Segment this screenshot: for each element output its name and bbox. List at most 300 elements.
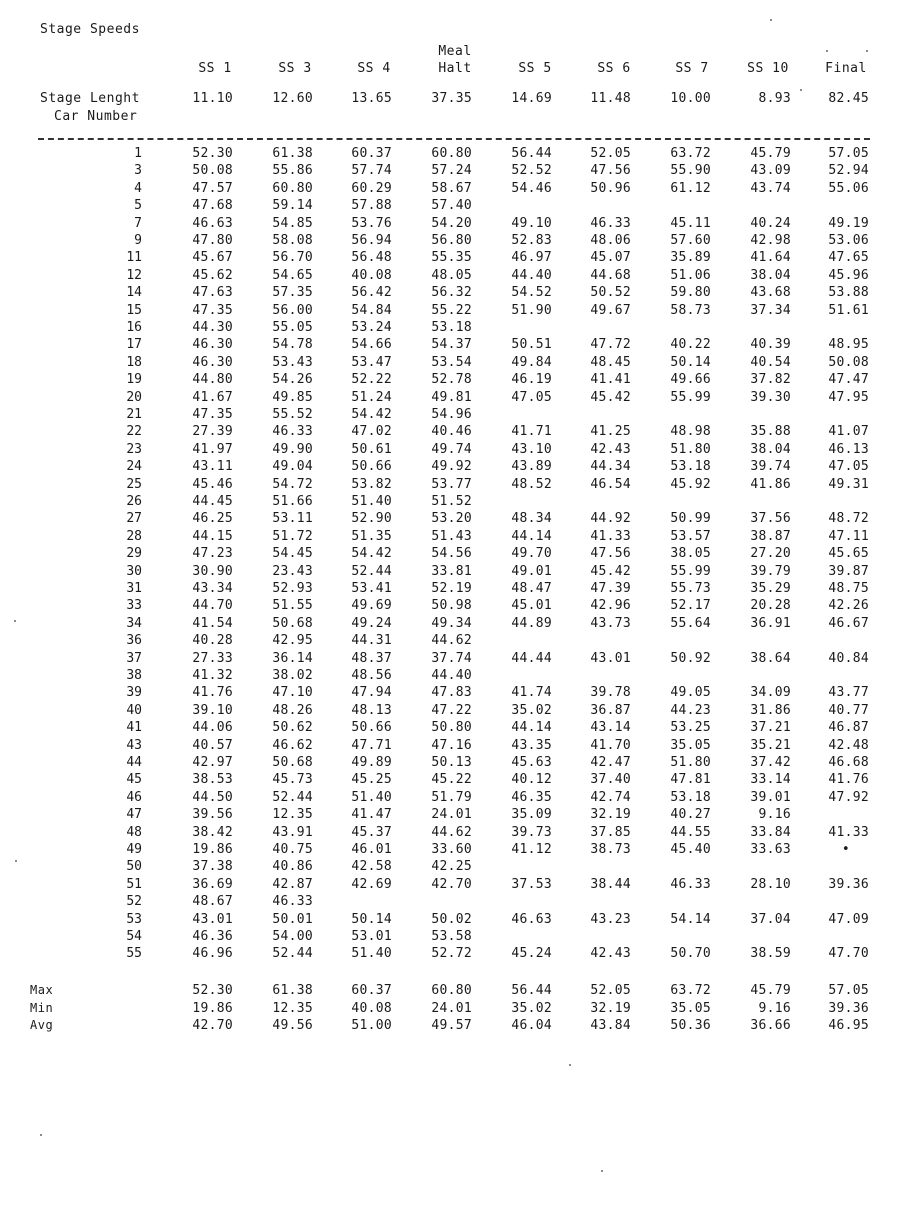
speed-cell: 36.69 [192,876,233,892]
speed-cell: 47.65 [828,250,869,266]
speed-cell: 50.68 [272,615,313,631]
speed-cell: 52.94 [828,163,869,179]
speed-cell: 40.86 [272,859,313,875]
speed-cell: 47.70 [828,946,869,962]
speed-cell: 47.10 [272,685,313,701]
speed-cell: 45.40 [670,842,711,857]
car-number: 33 [126,598,142,614]
car-number: 23 [126,441,142,457]
speed-cell: 40.27 [670,807,711,823]
stat-value: 45.79 [750,983,791,998]
speed-cell: 54.72 [272,476,313,492]
stat-value: 35.05 [670,1001,711,1016]
speed-cell: 38.73 [590,842,631,857]
speed-cell: 47.81 [670,772,711,788]
speed-cell: 53.58 [431,929,472,944]
speed-cell: 47.47 [828,372,869,388]
speed-cell: 31.86 [750,702,791,718]
speed-cell: 44.44 [511,650,552,666]
speed-cell: 48.52 [511,476,552,492]
car-number: 53 [126,911,142,927]
speed-cell: 41.64 [750,250,791,266]
speed-cell: 32.19 [590,807,631,823]
speed-cell: 39.56 [192,807,233,823]
speed-cell: 48.37 [351,650,392,666]
speed-cell: 42.43 [590,441,631,457]
speed-cell: 47.63 [192,285,233,301]
speed-cell: 52.44 [351,563,392,579]
speed-cell: 51.66 [272,494,313,509]
speed-cell: 30.90 [192,563,233,579]
speed-cell: 48.34 [511,511,552,527]
speed-cell: 53.18 [670,789,711,805]
stat-value: 46.04 [511,1018,552,1033]
scan-speck [569,1064,571,1066]
car-number: 26 [126,494,142,509]
car-number: 37 [126,650,142,666]
speed-cell: 53.47 [351,354,392,370]
speed-cell: 49.90 [272,441,313,457]
stage-length-value: 82.45 [828,91,869,106]
speed-cell: • [841,842,851,857]
speed-cell: 45.42 [590,563,631,579]
speed-cell: 54.78 [272,337,313,353]
speed-cell: 47.95 [828,389,869,405]
speed-cell: 51.72 [272,528,313,544]
speed-cell: 57.60 [670,233,711,248]
car-number: 22 [126,424,142,440]
car-number: 51 [126,876,142,892]
stat-value: 63.72 [670,983,711,998]
speed-cell: 45.07 [590,250,631,266]
speed-cell: 41.12 [511,842,552,857]
speed-cell: 49.69 [351,598,392,614]
speed-cell: 52.22 [351,372,392,388]
speed-cell: 33.60 [431,842,472,857]
speed-cell: 51.80 [670,755,711,770]
speed-cell: 56.32 [431,285,472,301]
speed-cell: 46.67 [828,615,869,631]
speed-cell: 38.04 [750,441,791,457]
speed-cell: 54.52 [511,285,552,301]
speed-cell: 46.33 [272,894,313,910]
speed-cell: 39.79 [750,563,791,579]
car-number: 45 [126,772,142,788]
speed-cell: 49.89 [351,755,392,770]
speed-cell: 54.56 [431,546,472,562]
speed-cell: 56.94 [351,233,392,248]
speed-cell: 42.25 [431,859,472,875]
speed-cell: 49.66 [670,372,711,388]
speed-cell: 61.12 [670,180,711,196]
speed-cell: 46.36 [192,929,233,944]
car-number: 25 [126,476,142,492]
scan-speck [770,19,772,21]
speed-cell: 49.67 [590,302,631,318]
speed-cell: 43.73 [590,615,631,631]
speed-cell: 50.66 [351,459,392,475]
speed-cell: 41.33 [828,824,869,840]
speed-cell: 52.90 [351,511,392,527]
speed-cell: 44.40 [431,668,472,683]
speed-cell: 43.10 [511,441,552,457]
speed-cell: 45.24 [511,946,552,962]
speed-cell: 47.83 [431,685,472,701]
speed-cell: 56.44 [511,146,552,161]
car-number: 18 [126,354,142,370]
stat-value: 52.05 [590,983,631,998]
speed-cell: 35.29 [750,581,791,596]
car-number: 16 [126,320,142,335]
car-number: 14 [126,285,142,301]
speed-cell: 56.00 [272,302,313,318]
speed-cell: 33.63 [750,842,791,857]
column-header: SS 1 [198,61,232,76]
speed-cell: 45.65 [828,546,869,562]
speed-cell: 44.92 [590,511,631,527]
speed-cell: 44.50 [192,789,233,805]
speed-cell: 44.80 [192,372,233,388]
speed-cell: 49.70 [511,546,552,562]
scan-speck [601,1170,603,1172]
scan-speck [15,860,17,862]
speed-cell: 42.97 [192,755,233,770]
speed-cell: 54.66 [351,337,392,353]
speed-cell: 49.05 [670,685,711,701]
speed-cell: 43.09 [750,163,791,179]
speed-cell: 49.92 [431,459,472,475]
speed-cell: 43.01 [590,650,631,666]
speed-cell: 53.54 [431,354,472,370]
stage-length-value: 12.60 [272,91,313,106]
stat-value: 35.02 [511,1001,552,1016]
car-number: 19 [126,372,142,388]
speed-cell: 52.83 [511,233,552,248]
speed-cell: 41.97 [192,441,233,457]
speed-cell: 38.44 [590,876,631,892]
speed-cell: 50.08 [828,354,869,370]
speed-cell: 46.68 [828,755,869,770]
speed-cell: 51.61 [828,302,869,318]
speed-cell: 45.79 [750,146,791,161]
speed-cell: 50.02 [431,911,472,927]
speed-cell: 57.74 [351,163,392,179]
car-number: 39 [126,685,142,701]
speed-cell: 53.41 [351,581,392,596]
speed-cell: 46.25 [192,511,233,527]
car-number: 40 [126,702,142,718]
car-number: 38 [126,668,142,683]
speed-cell: 49.81 [431,389,472,405]
speed-cell: 51.40 [351,789,392,805]
speed-cell: 56.80 [431,233,472,248]
speed-cell: 28.10 [750,876,791,892]
stat-value: 51.00 [351,1018,392,1033]
speed-cell: 58.08 [272,233,313,248]
car-number: 44 [126,755,142,770]
speed-cell: 39.73 [511,824,552,840]
speed-cell: 56.48 [351,250,392,266]
speed-cell: 35.89 [670,250,711,266]
speed-cell: 56.42 [351,285,392,301]
car-number: 17 [126,337,142,353]
speed-cell: 50.62 [272,720,313,736]
column-header: SS 6 [597,61,631,76]
stat-label: Avg [30,1018,54,1032]
scan-speck [866,50,868,52]
speed-cell: 48.75 [828,581,869,596]
speed-cell: 37.40 [590,772,631,788]
speed-cell: 35.02 [511,702,552,718]
speed-cell: 39.78 [590,685,631,701]
speed-cell: 49.01 [511,563,552,579]
car-number: 1 [134,146,142,161]
scan-speck [800,89,802,91]
speed-cell: 54.45 [272,546,313,562]
car-number: 54 [126,929,142,944]
speed-cell: 44.40 [511,267,552,283]
stat-value: 57.05 [828,983,869,998]
speed-cell: 51.43 [431,528,472,544]
speed-cell: 45.01 [511,598,552,614]
speed-cell: 50.14 [670,354,711,370]
speed-cell: 51.55 [272,598,313,614]
speed-cell: 55.52 [272,407,313,422]
speed-cell: 47.09 [828,911,869,927]
speed-cell: 40.39 [750,337,791,353]
stat-value: 49.57 [431,1018,472,1033]
speed-cell: 42.69 [351,876,392,892]
column-header: Meal Halt [438,44,472,76]
speed-cell: 58.73 [670,302,711,318]
speed-cell: 43.11 [192,459,233,475]
stat-value: 43.84 [590,1018,631,1033]
speed-cell: 47.92 [828,789,869,805]
speed-cell: 46.54 [590,476,631,492]
speed-cell: 46.63 [192,215,233,231]
column-header: SS 5 [518,61,552,76]
speed-cell: 47.05 [511,389,552,405]
car-number: 50 [126,859,142,875]
speed-cell: 41.54 [192,615,233,631]
speed-cell: 35.88 [750,424,791,440]
stat-label: Max [30,983,54,997]
stat-value: 60.80 [431,983,472,998]
speed-cell: 44.55 [670,824,711,840]
car-number: 9 [134,233,142,248]
speed-cell: 43.74 [750,180,791,196]
speed-cell: 44.06 [192,720,233,736]
stat-value: 60.37 [351,983,392,998]
speed-cell: 54.14 [670,911,711,927]
stat-value: 56.44 [511,983,552,998]
speed-cell: 50.01 [272,911,313,927]
speed-cell: 44.14 [511,528,552,544]
column-header: SS 3 [278,61,312,76]
speed-cell: 53.06 [828,233,869,248]
speed-cell: 43.34 [192,581,233,596]
speed-cell: 46.33 [590,215,631,231]
speed-cell: 42.87 [272,876,313,892]
speed-cell: 38.87 [750,528,791,544]
speed-cell: 46.33 [272,424,313,440]
speed-cell: 27.39 [192,424,233,440]
car-number: 11 [126,250,142,266]
speed-cell: 53.18 [670,459,711,475]
speed-cell: 43.14 [590,720,631,736]
column-header: SS 4 [357,61,391,76]
speed-cell: 54.26 [272,372,313,388]
car-number: 55 [126,946,142,962]
speed-cell: 40.28 [192,633,233,649]
speed-cell: 44.30 [192,320,233,335]
speed-cell: 36.14 [272,650,313,666]
page-title: Stage Speeds [40,22,140,37]
speed-cell: 47.72 [590,337,631,353]
speed-cell: 49.84 [511,354,552,370]
speed-cell: 51.52 [431,494,472,509]
speed-cell: 60.80 [431,146,472,161]
speed-cell: 42.74 [590,789,631,805]
speed-cell: 45.37 [351,824,392,840]
speed-cell: 44.62 [431,633,472,649]
speed-cell: 45.46 [192,476,233,492]
speed-cell: 44.31 [351,633,392,649]
speed-cell: 37.85 [590,824,631,840]
speed-cell: 41.70 [590,737,631,753]
stage-length-value: 11.10 [192,91,233,106]
speed-cell: 48.45 [590,354,631,370]
speed-cell: 46.30 [192,354,233,370]
speed-cell: 52.05 [590,146,631,161]
car-number: 52 [126,894,142,910]
speed-cell: 38.53 [192,772,233,788]
speed-cell: 52.78 [431,372,472,388]
speed-cell: 48.13 [351,702,392,718]
speed-cell: 49.85 [272,389,313,405]
speed-cell: 44.15 [192,528,233,544]
stage-length-label: Stage Lenght [40,91,140,106]
car-number: 12 [126,267,142,283]
speed-cell: 55.99 [670,563,711,579]
speed-cell: 52.17 [670,598,711,614]
speed-cell: 40.77 [828,702,869,718]
speed-cell: 44.62 [431,824,472,840]
speed-cell: 57.05 [828,146,869,161]
speed-cell: 47.23 [192,546,233,562]
speed-cell: 39.01 [750,789,791,805]
speed-cell: 50.61 [351,441,392,457]
scan-speck [40,1134,42,1136]
speed-cell: 54.42 [351,407,392,422]
speed-cell: 47.94 [351,685,392,701]
speed-cell: 37.82 [750,372,791,388]
speed-cell: 46.62 [272,737,313,753]
speed-cell: 45.96 [828,267,869,283]
speed-cell: 55.05 [272,320,313,335]
speed-cell: 59.80 [670,285,711,301]
speed-cell: 50.51 [511,337,552,353]
speed-cell: 40.22 [670,337,711,353]
speed-cell: 54.84 [351,302,392,318]
speed-cell: 39.87 [828,563,869,579]
speed-cell: 50.68 [272,755,313,770]
speed-cell: 55.86 [272,163,313,179]
stat-value: 40.08 [351,1001,392,1016]
speed-cell: 41.86 [750,476,791,492]
speed-cell: 46.19 [511,372,552,388]
speed-cell: 45.11 [670,215,711,231]
speed-cell: 37.56 [750,511,791,527]
speed-cell: 50.14 [351,911,392,927]
speed-cell: 27.33 [192,650,233,666]
speed-cell: 37.21 [750,720,791,736]
car-number: 15 [126,302,142,318]
speed-cell: 53.24 [351,320,392,335]
car-number: 4 [134,180,142,196]
speed-cell: 42.47 [590,755,631,770]
speed-cell: 38.42 [192,824,233,840]
speed-cell: 36.91 [750,615,791,631]
speed-cell: 54.85 [272,215,313,231]
speed-cell: 40.12 [511,772,552,788]
speed-cell: 42.98 [750,233,791,248]
speed-cell: 37.34 [750,302,791,318]
car-number: 30 [126,563,142,579]
stat-value: 19.86 [192,1001,233,1016]
stat-value: 52.30 [192,983,233,998]
speed-cell: 44.68 [590,267,631,283]
speed-cell: 49.04 [272,459,313,475]
speed-cell: 58.67 [431,180,472,196]
speed-cell: 53.01 [351,929,392,944]
speed-cell: 54.37 [431,337,472,353]
speed-cell: 41.47 [351,807,392,823]
column-header: SS 7 [675,61,709,76]
speed-cell: 9.16 [758,807,791,823]
speed-cell: 47.02 [351,424,392,440]
car-number: 24 [126,459,142,475]
speed-cell: 53.25 [670,720,711,736]
speed-cell: 41.32 [192,668,233,683]
stat-value: 32.19 [590,1001,631,1016]
speed-cell: 51.79 [431,789,472,805]
speed-cell: 37.53 [511,876,552,892]
speed-cell: 45.62 [192,267,233,283]
speed-cell: 54.00 [272,929,313,944]
speed-cell: 49.74 [431,441,472,457]
speed-cell: 44.14 [511,720,552,736]
speed-cell: 39.36 [828,876,869,892]
speed-cell: 44.23 [670,702,711,718]
speed-cell: 46.97 [511,250,552,266]
speed-cell: 51.35 [351,528,392,544]
speed-cell: 40.54 [750,354,791,370]
speed-cell: 40.84 [828,650,869,666]
car-number: 46 [126,789,142,805]
speed-cell: 38.02 [272,668,313,683]
car-number: 43 [126,737,142,753]
speed-cell: 45.25 [351,772,392,788]
speed-cell: 52.44 [272,789,313,805]
speed-cell: 52.44 [272,946,313,962]
speed-cell: 48.72 [828,511,869,527]
stage-length-value: 14.69 [511,91,552,106]
stage-length-value: 37.35 [431,91,472,106]
speed-cell: 55.90 [670,163,711,179]
speed-cell: 39.74 [750,459,791,475]
stat-value: 36.66 [750,1018,791,1033]
